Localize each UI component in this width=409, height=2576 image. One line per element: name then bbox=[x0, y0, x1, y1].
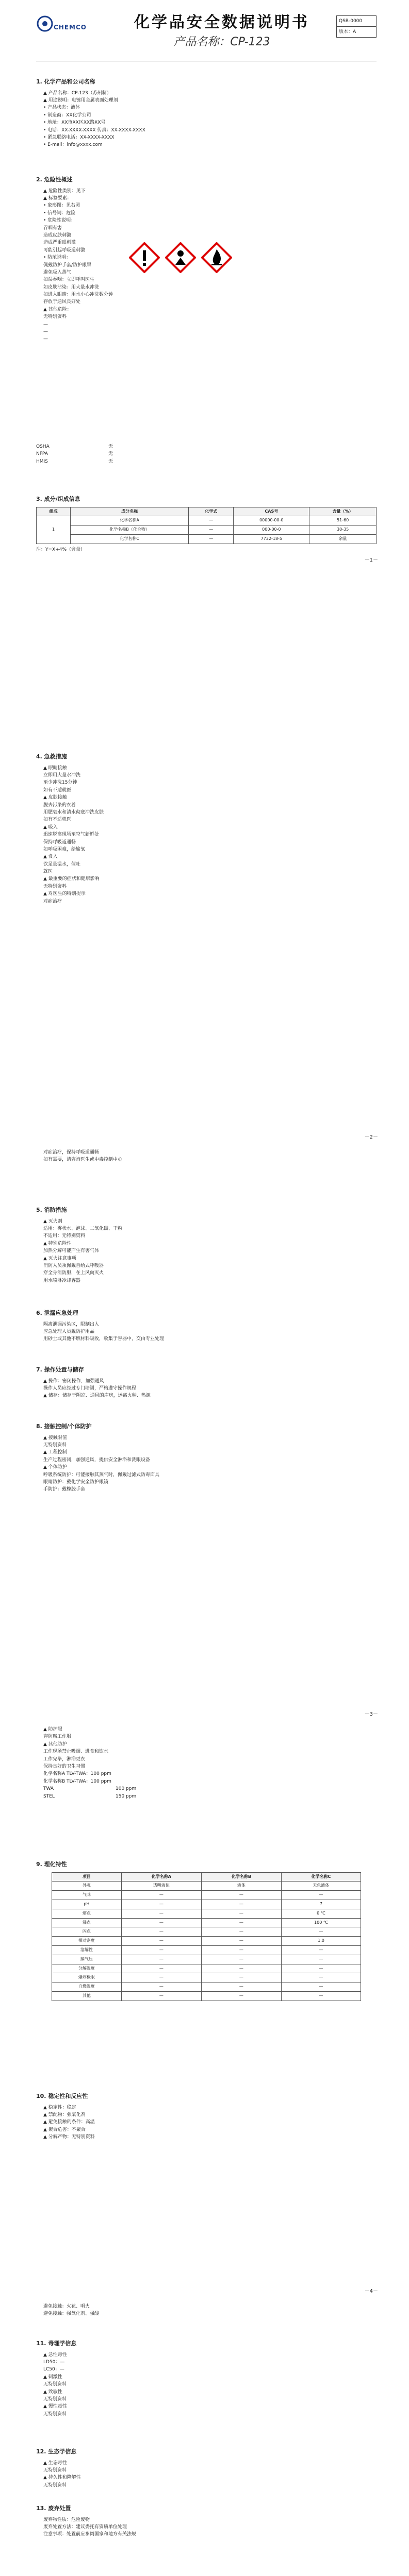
section-11-line: LC50：— bbox=[43, 2367, 64, 2372]
section-8-continued bbox=[36, 1726, 377, 1800]
table-header: 含量（%） bbox=[309, 507, 377, 516]
table-cell: 熔点 bbox=[52, 1909, 122, 1918]
ghs-class-row: HMIS 无 bbox=[36, 459, 113, 464]
section-5-line: 不适用：无特别资料 bbox=[43, 1233, 86, 1239]
table-row bbox=[52, 1955, 361, 1964]
document-number: QSB-0000 bbox=[337, 16, 376, 27]
section-2-line: — bbox=[43, 321, 48, 327]
section-5-line: ▲ 灭火注意事项 bbox=[43, 1256, 76, 1261]
section-10-line: ▲ 分解产物：无特别资料 bbox=[43, 2134, 95, 2140]
table-row bbox=[52, 1982, 361, 1992]
table-row bbox=[52, 1909, 361, 1918]
section-8-line: 化学名称A TLV-TWA：100 ppm bbox=[43, 1771, 111, 1777]
table-cell: — bbox=[281, 1927, 361, 1937]
section-10-title: 10. 稳定性和反应性 bbox=[36, 2093, 88, 2099]
section-4-line: ▲ 皮肤接触 bbox=[43, 795, 67, 801]
section-4-line: 如有不适就医 bbox=[43, 787, 72, 793]
composition-note: 注：Y=X+4%（含量） bbox=[36, 547, 86, 552]
table-row bbox=[52, 1964, 361, 1973]
exposure-row: STEL 150 ppm bbox=[43, 1793, 137, 1799]
section-8-line: 生产过程密闭，加强通风，提供安全淋浴和洗眼设备 bbox=[43, 1457, 151, 1463]
section-8-line: 工作现场禁止吸烟、进食和饮水 bbox=[43, 1749, 109, 1755]
table-cell: — bbox=[121, 1964, 201, 1973]
document-number-box bbox=[336, 15, 377, 38]
section-8-line: 穿防腐工作服 bbox=[43, 1734, 72, 1740]
document-subtitle: 产品名称：CP-123 bbox=[173, 36, 270, 48]
section-1-title: 1. 化学产品和公司名称 bbox=[36, 78, 95, 85]
document-header bbox=[36, 10, 377, 62]
section-1-line: ▲ 产品名称：CP-123（苏州制） bbox=[43, 90, 111, 96]
section-8-line: ▲ 其他防护 bbox=[43, 1741, 67, 1747]
section-1 bbox=[36, 77, 377, 149]
table-cell: 分解温度 bbox=[52, 1964, 122, 1973]
section-8-line: 保持良好的卫生习惯 bbox=[43, 1764, 86, 1769]
section-4-line: 如有需要，请咨询医生或中毒控制中心 bbox=[43, 1157, 123, 1163]
table-cell: 透明液体 bbox=[121, 1882, 201, 1891]
section-2-line: 造成严重眼刺激 bbox=[43, 240, 76, 246]
section-2-line: 可能引起呼吸道刺激 bbox=[43, 247, 86, 253]
table-cell: — bbox=[121, 1927, 201, 1937]
section-8-line: 无特别资料 bbox=[43, 1442, 67, 1448]
table-header: CAS号 bbox=[234, 507, 309, 516]
section-8 bbox=[36, 1422, 377, 1494]
section-5-line: ▲ 灭火剂 bbox=[43, 1218, 62, 1224]
table-row bbox=[52, 1891, 361, 1900]
section-2-line: 如皮肤沾染：用大量水冲洗 bbox=[43, 284, 100, 290]
section-4-line: 无特别资料 bbox=[43, 884, 67, 889]
table-header: 组成 bbox=[37, 507, 71, 516]
table-cell: 7 bbox=[281, 1900, 361, 1909]
section-11-line: 无特别资料 bbox=[43, 2411, 67, 2417]
table-cell: 1.0 bbox=[281, 1937, 361, 1946]
section-2-line: ▲ 其他危险： bbox=[43, 307, 72, 312]
section-4-line: 如有不适就医 bbox=[43, 817, 72, 823]
page-5 bbox=[0, 2298, 409, 2576]
section-2-line: — bbox=[43, 336, 48, 342]
section-9-title: 9. 理化特性 bbox=[36, 1861, 67, 1868]
table-cell: — bbox=[281, 1973, 361, 1982]
table-header: 化学名称C bbox=[281, 1872, 361, 1882]
table-cell: — bbox=[201, 1891, 281, 1900]
table-cell: — bbox=[201, 1955, 281, 1964]
table-cell: — bbox=[121, 1973, 201, 1982]
section-10-continued bbox=[36, 2303, 377, 2318]
section-11-line: ▲ 急性毒性 bbox=[43, 2352, 67, 2358]
section-2-line: ▲ 危险性类别：见下 bbox=[43, 188, 86, 194]
table-cell: — bbox=[281, 1955, 361, 1964]
section-1-line: ▲ 用途说明：电镀用金属表面处理剂 bbox=[43, 97, 118, 103]
section-2-line: 造成皮肤刺激 bbox=[43, 232, 72, 238]
table-header: 成分名称 bbox=[71, 507, 189, 516]
section-4-line: ▲ 最重要的症状和健康影响 bbox=[43, 876, 100, 882]
table-cell: — bbox=[281, 1891, 361, 1900]
section-2-line: • 危险性说明： bbox=[43, 218, 76, 224]
section-13-line: 废弃处置方法：建议委托有资质单位处理 bbox=[43, 2524, 127, 2530]
table-row bbox=[52, 1918, 361, 1927]
section-1-line: • 地址：XX市XX区XX路XX号 bbox=[43, 120, 106, 126]
table-cell: 无色液体 bbox=[281, 1882, 361, 1891]
table-cell: 闪点 bbox=[52, 1927, 122, 1937]
section-11-line: ▲ 致敏性 bbox=[43, 2389, 62, 2395]
table-cell: — bbox=[281, 1964, 361, 1973]
table-cell: — bbox=[281, 1991, 361, 2001]
section-6-line: 隔离泄漏污染区，限制出入 bbox=[43, 1321, 100, 1327]
table-header: 化学名称A bbox=[121, 1872, 201, 1882]
table-cell: — bbox=[121, 1891, 201, 1900]
section-7-line: 操作人员应经过专门培训，严格遵守操作规程 bbox=[43, 1385, 137, 1391]
section-11-line: ▲ 刺激性 bbox=[43, 2374, 62, 2380]
section-5-line: 用水喷淋冷却容器 bbox=[43, 1278, 81, 1283]
table-cell: 相对密度 bbox=[52, 1937, 122, 1946]
section-2-title: 2. 危险性概述 bbox=[36, 176, 73, 183]
ghs-health-hazard-icon bbox=[165, 242, 196, 273]
section-10-line: ▲ 稳定性：稳定 bbox=[43, 2105, 76, 2110]
table-cell: — bbox=[201, 1964, 281, 1973]
section-12-title: 12. 生态学信息 bbox=[36, 2448, 77, 2455]
section-4-line: ▲ 食入 bbox=[43, 854, 58, 860]
page-1 bbox=[0, 0, 409, 567]
section-5-title: 5. 消防措施 bbox=[36, 1207, 67, 1213]
table-cell: — bbox=[281, 1945, 361, 1955]
section-12-line: ▲ 生态毒性 bbox=[43, 2460, 67, 2466]
page-number: －2－ bbox=[364, 1134, 378, 1140]
section-5-line: 消防人员须佩戴自给式呼吸器 bbox=[43, 1263, 104, 1268]
properties-table bbox=[52, 1872, 361, 2001]
page-number: －1－ bbox=[364, 557, 378, 563]
section-2-line: 佩戴防护手套/防护眼罩 bbox=[43, 262, 92, 268]
section-13 bbox=[36, 2504, 377, 2538]
table-cell: 液体 bbox=[201, 1882, 281, 1891]
section-4-line: ▲ 对医生的特别提示 bbox=[43, 891, 86, 897]
section-1-line: • 产品状态：液体 bbox=[43, 105, 80, 111]
document-version: 版本：A bbox=[339, 29, 356, 35]
table-cell: — bbox=[281, 1982, 361, 1992]
section-4-title: 4. 急救措施 bbox=[36, 753, 67, 760]
section-5-line: ▲ 特别危险性 bbox=[43, 1241, 72, 1246]
table-row bbox=[52, 1991, 361, 2001]
page-2 bbox=[0, 567, 409, 1144]
section-11 bbox=[36, 2339, 377, 2418]
table-cell: — bbox=[121, 1918, 201, 1927]
section-11-line: LD50：— bbox=[43, 2359, 65, 2365]
section-2-line: • 防范说明： bbox=[43, 255, 71, 261]
section-2-line: 吞咽有害 bbox=[43, 225, 62, 231]
section-10-line: ▲ 避免接触的条件：高温 bbox=[43, 2120, 95, 2125]
section-2-line: 如误吞咽：立即呼叫医生 bbox=[43, 277, 95, 283]
section-8-line: ▲ 个体防护 bbox=[43, 1465, 67, 1470]
section-3-title: 3. 成分/组成信息 bbox=[36, 496, 80, 502]
section-8-line: ▲ 工程控制 bbox=[43, 1450, 67, 1455]
table-cell: — bbox=[121, 1991, 201, 2001]
section-2-line: ▲ 标签要素： bbox=[43, 195, 72, 201]
table-cell: — bbox=[121, 1937, 201, 1946]
page-3 bbox=[0, 1144, 409, 1721]
section-7 bbox=[36, 1365, 377, 1400]
section-12 bbox=[36, 2447, 377, 2489]
table-cell: 0 ℃ bbox=[281, 1909, 361, 1918]
section-6-line: 应急处理人员戴防护用品 bbox=[43, 1329, 95, 1334]
section-8-line: 手防护：戴橡胶手套 bbox=[43, 1487, 86, 1493]
section-8-line: ▲ 防护服 bbox=[43, 1727, 62, 1732]
composition-table bbox=[36, 507, 377, 544]
section-8-line: 工作完毕，淋浴更衣 bbox=[43, 1756, 86, 1762]
section-1-line: • 紧急联络电话：XX-XXXX-XXXX bbox=[43, 134, 114, 140]
section-7-line: ▲ 储存：储存于阴凉、通风的库房，远离火种、热源 bbox=[43, 1393, 151, 1399]
section-3 bbox=[36, 495, 377, 553]
table-cell: 自燃温度 bbox=[52, 1982, 122, 1992]
section-4-line: 对症治疗 bbox=[43, 899, 62, 904]
section-2-line: • 信号词：危险 bbox=[43, 210, 76, 216]
table-header: 化学式 bbox=[189, 507, 234, 516]
company-logo bbox=[36, 13, 98, 39]
table-cell: 气味 bbox=[52, 1891, 122, 1900]
ghs-class-row: NFPA 无 bbox=[36, 451, 113, 457]
section-12-line: 无特别资料 bbox=[43, 2467, 67, 2473]
section-11-line: 无特别资料 bbox=[43, 2382, 67, 2387]
page-number: －3－ bbox=[364, 1711, 378, 1717]
section-5-line: 穿全身消防服，在上风向灭火 bbox=[43, 1270, 104, 1276]
section-10 bbox=[36, 2092, 377, 2141]
section-2-line: 如进入眼睛：用水小心冲洗数分钟 bbox=[43, 292, 113, 298]
table-row bbox=[52, 1945, 361, 1955]
exposure-row: TWA 100 ppm bbox=[43, 1786, 137, 1792]
section-1-line: • 制造商：XX化学公司 bbox=[43, 112, 91, 118]
section-4-line: 保持呼吸道通畅 bbox=[43, 839, 76, 845]
section-4-line: ▲ 吸入 bbox=[43, 824, 58, 830]
section-9 bbox=[36, 1860, 377, 2001]
section-4-line: 就医 bbox=[43, 869, 53, 875]
ghs-flame-icon bbox=[201, 242, 232, 273]
document-title: 化学品安全数据说明书 bbox=[134, 13, 309, 31]
table-cell: 其他 bbox=[52, 1991, 122, 2001]
table-cell: — bbox=[121, 1982, 201, 1992]
table-row: 化学名称B（化合物） — 000-00-0 30-35 bbox=[37, 526, 377, 535]
ghs-exclamation-icon bbox=[129, 242, 160, 273]
section-4-line: 脱去污染的衣着 bbox=[43, 802, 76, 808]
section-6-line: 用砂土或其他不燃材料吸收，收集于容器中，交由专业处理 bbox=[43, 1336, 165, 1342]
section-11-line: ▲ 慢性毒性 bbox=[43, 2404, 67, 2410]
table-cell: 100 ℃ bbox=[281, 1918, 361, 1927]
section-7-title: 7. 操作处置与储存 bbox=[36, 1366, 84, 1373]
section-13-line: 注意事项：处置前应参阅国家和地方有关法规 bbox=[43, 2532, 137, 2537]
section-8-line: 化学名称B TLV-TWA：100 ppm bbox=[43, 1778, 111, 1784]
table-cell: — bbox=[201, 1937, 281, 1946]
section-8-line: 眼睛防护：戴化学安全防护眼镜 bbox=[43, 1479, 109, 1485]
section-12-line: 无特别资料 bbox=[43, 2482, 67, 2488]
table-cell: — bbox=[201, 1991, 281, 2001]
table-cell: 外观 bbox=[52, 1882, 122, 1891]
table-cell: pH bbox=[52, 1900, 122, 1909]
section-6-title: 6. 泄漏应急处理 bbox=[36, 1310, 78, 1316]
section-13-line: 废弃物性质：危险废物 bbox=[43, 2517, 90, 2522]
table-cell: — bbox=[201, 1927, 281, 1937]
table-cell: — bbox=[201, 1918, 281, 1927]
section-7-line: ▲ 操作：密闭操作，加强通风 bbox=[43, 1378, 104, 1384]
section-10-line: ▲ 聚合危害：不聚合 bbox=[43, 2127, 86, 2132]
table-row bbox=[52, 1900, 361, 1909]
section-8-line: 呼吸系统防护：可能接触其蒸气时，佩戴过滤式防毒面具 bbox=[43, 1472, 160, 1478]
table-cell: — bbox=[121, 1955, 201, 1964]
section-5 bbox=[36, 1206, 377, 1284]
table-cell: — bbox=[121, 1945, 201, 1955]
ghs-class-row: OSHA 无 bbox=[36, 444, 113, 449]
section-4-line: 饮足量温水，催吐 bbox=[43, 861, 81, 867]
table-row bbox=[52, 1973, 361, 1982]
section-4-line: 立即用大量水冲洗 bbox=[43, 772, 81, 778]
section-4-line: 对症治疗，保持呼吸道通畅 bbox=[43, 1150, 100, 1155]
section-11-line: 无特别资料 bbox=[43, 2396, 67, 2402]
section-2-line: 避免吸入蒸气 bbox=[43, 269, 72, 275]
section-8-line: ▲ 接触限值 bbox=[43, 1435, 67, 1440]
table-header: 化学名称B bbox=[201, 1872, 281, 1882]
table-row: 1 化学名称A — 00000-00-0 51-60 bbox=[37, 516, 377, 526]
section-4-line: 用肥皂水和清水彻底冲洗皮肤 bbox=[43, 809, 104, 815]
table-cell: 溶解性 bbox=[52, 1945, 122, 1955]
table-cell: — bbox=[121, 1909, 201, 1918]
table-cell: 蒸气压 bbox=[52, 1955, 122, 1964]
section-13-title: 13. 废弃处置 bbox=[36, 2505, 71, 2512]
table-cell: — bbox=[201, 1945, 281, 1955]
section-8-title: 8. 接触控制/个体防护 bbox=[36, 1423, 92, 1430]
section-10-line: ▲ 禁配物：强氧化剂 bbox=[43, 2112, 86, 2117]
section-4-line: 至少冲洗15分钟 bbox=[43, 780, 77, 786]
table-cell: — bbox=[201, 1973, 281, 1982]
section-10-line: 避免接触：火花、明火 bbox=[43, 2304, 90, 2309]
logo-icon bbox=[36, 13, 54, 34]
section-1-line: • E-mail：info@xxxx.com bbox=[43, 142, 103, 148]
section-2-line: 无特别资料 bbox=[43, 314, 67, 320]
table-cell: — bbox=[201, 1900, 281, 1909]
section-4-continued bbox=[36, 1149, 377, 1164]
table-row: 化学名称C — 7732-18-5 余量 bbox=[37, 534, 377, 544]
section-1-line: • 电话：XX-XXXX-XXXX 传真：XX-XXXX-XXXX bbox=[43, 127, 145, 133]
table-row bbox=[52, 1882, 361, 1891]
section-5-line: 适用：雾状水、泡沫、二氧化碳、干粉 bbox=[43, 1226, 123, 1231]
page-4 bbox=[0, 1721, 409, 2298]
section-4-line: 迅速脱离现场至空气新鲜处 bbox=[43, 832, 100, 838]
section-11-title: 11. 毒理学信息 bbox=[36, 2340, 77, 2347]
section-2-line: • 象形图：见右图 bbox=[43, 203, 80, 209]
table-cell: — bbox=[201, 1982, 281, 1992]
table-header: 项目 bbox=[52, 1872, 122, 1882]
table-row bbox=[52, 1927, 361, 1937]
section-2-line: 存放于通风良好处 bbox=[43, 299, 81, 305]
table-cell: — bbox=[201, 1909, 281, 1918]
section-12-line: ▲ 持久性和降解性 bbox=[43, 2475, 81, 2481]
table-cell: 沸点 bbox=[52, 1918, 122, 1927]
logo-text: CHEMCO bbox=[54, 24, 87, 31]
table-row bbox=[52, 1937, 361, 1946]
ghs-class-list bbox=[36, 443, 377, 465]
section-10-line: 避免接触：强氧化剂、强酸 bbox=[43, 2311, 100, 2317]
page-number: －4－ bbox=[364, 2289, 378, 2294]
section-4-line: ▲ 眼睛接触 bbox=[43, 765, 67, 771]
table-cell: — bbox=[121, 1900, 201, 1909]
section-5-line: 加热分解可能产生有害气体 bbox=[43, 1248, 100, 1254]
table-cell: 爆炸极限 bbox=[52, 1973, 122, 1982]
section-6 bbox=[36, 1309, 377, 1343]
section-2-line: — bbox=[43, 329, 48, 335]
section-4-line: 如呼吸困难，给输氧 bbox=[43, 846, 86, 852]
section-4 bbox=[36, 752, 377, 905]
